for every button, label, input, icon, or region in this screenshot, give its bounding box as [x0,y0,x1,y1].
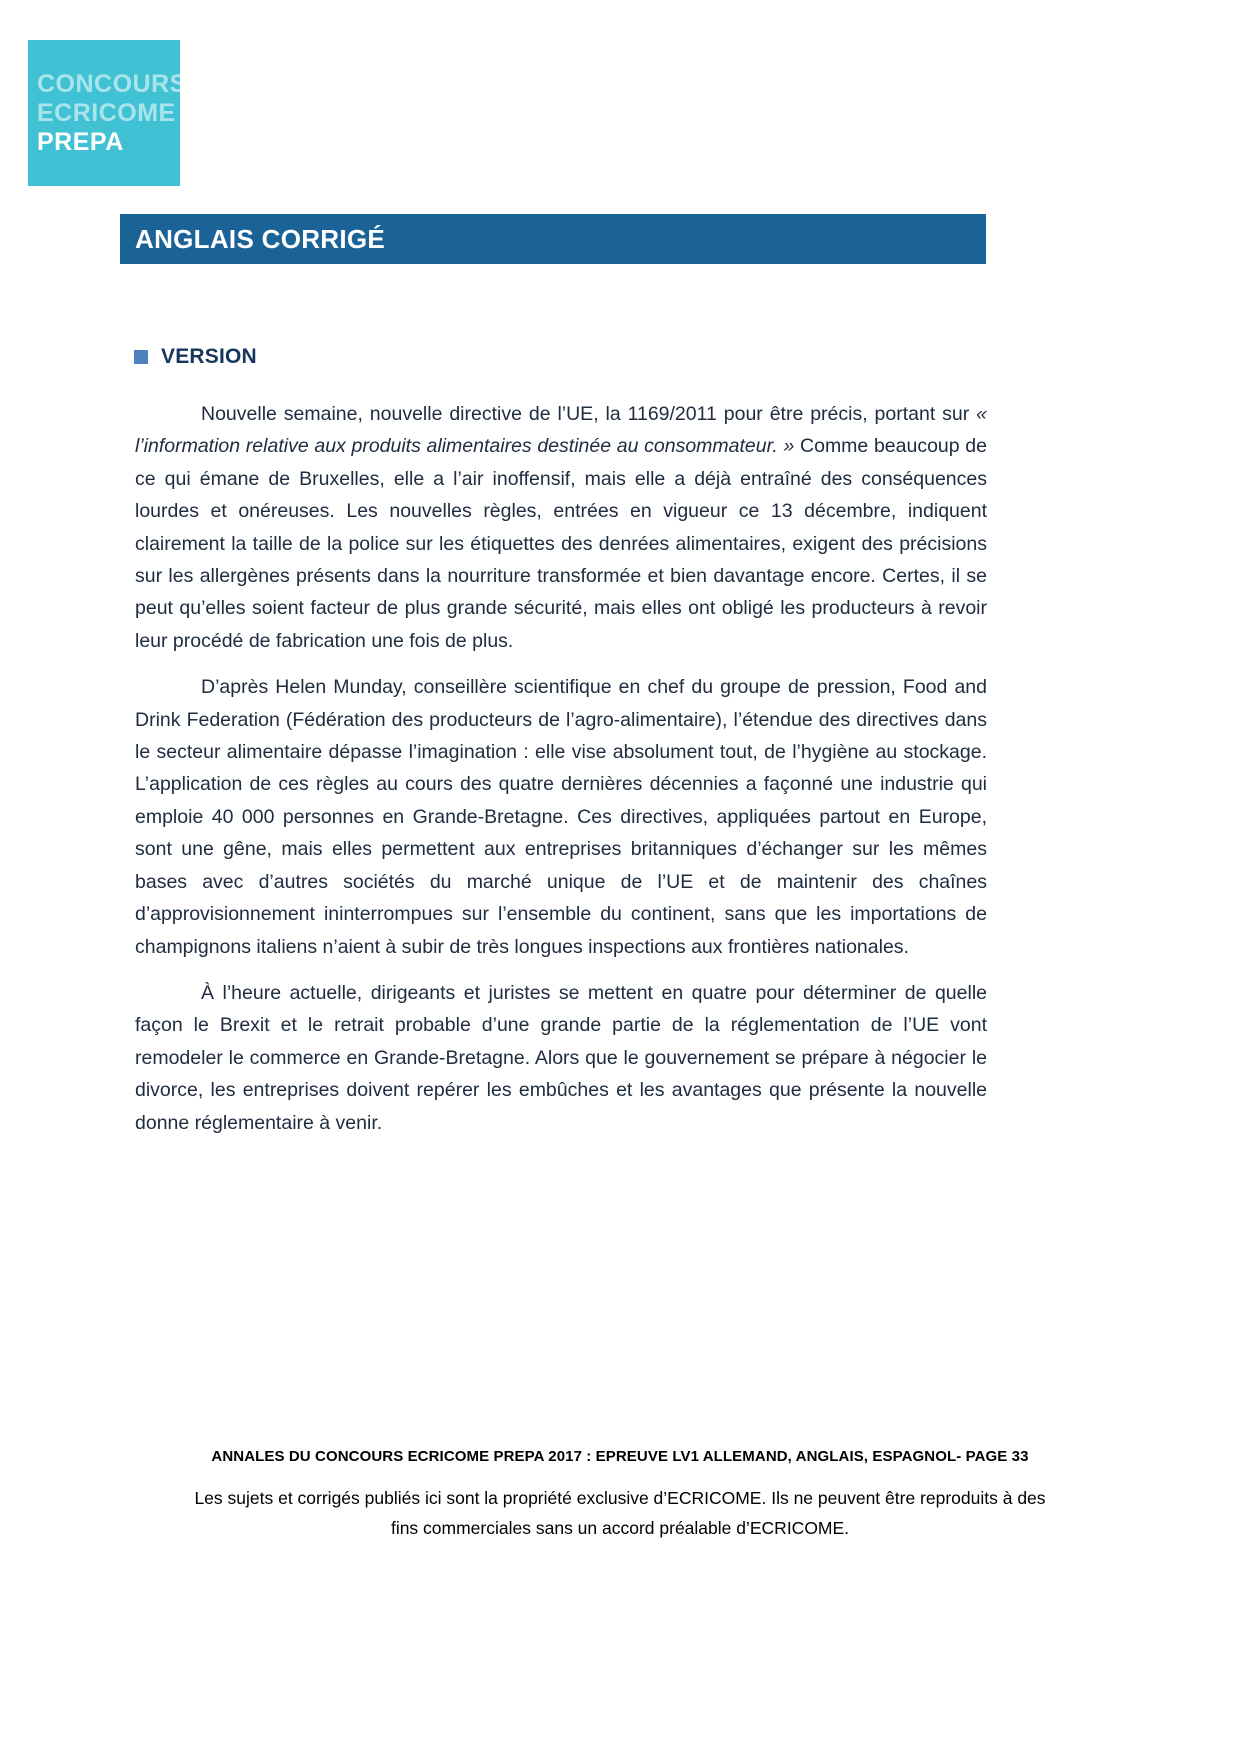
section-title: VERSION [161,345,257,368]
footer-annales-line: ANNALES DU CONCOURS ECRICOME PREPA 2017 : EPREUVE LV1 ALLEMAND, ANGLAIS, ESPAGNOL- PAGE 33 [211,1448,1029,1465]
paragraph-3: À l’heure actuelle, dirigeants et juristes se mettent en quatre pour déterminer de quelle façon le Brexit et le retrait probable d’une grande partie de la réglementation de l’UE vont remodeler le commerce en Grande-Bretagne. Alors que le gouvernement se prépare à négocier le divorce, les entreprises doivent repérer les embûches et les avantages que présente la nouvelle donne réglementaire à venir. [135,981,987,1134]
paragraph-1-lead: Nouvelle semaine, nouvelle directive de l’UE, la 1169/2011 pour être précis, portant sur [201,403,977,425]
footer-copyright-line1: Les sujets et corrigés publiés ici sont la propriété exclusive d’ECRICOME. Ils ne peuvent être reproduits à des [194,1488,1046,1508]
footer-copyright-line2: fins commerciales sans un accord préalable d’ECRICOME. [390,1518,850,1538]
paragraph-1 [135,398,987,657]
paragraph-2: D’après Helen Munday, conseillère scientifique en chef du groupe de pression, Food and Drink Federation (Fédération des producteurs de l’agro-alimentaire), l’étendue des directives dans le secteur alimentaire dépasse l’imagination : elle vise absolument tout, de l’hygiène au stockage. L’application de ces règles au cours des quatre dernières décennies a façonné une industrie qui emploie 40 000 personnes en Grande-Bretagne. Ces directives, appliquées partout en Europe, sont une gêne, mais elles permettent aux entreprises britanniques d’échanger sur les mêmes bases avec d’autres sociétés du marché unique de l’UE et de maintenir des chaînes d’approvisionnement ininterrompues sur l’ensemble du continent, sans que les importations de champignons italiens n’aient à subir de très longues inspections aux frontières nationales. [135,676,987,958]
ecricome-logo [28,40,187,186]
footer-copyright [0,1483,1240,1543]
section-header-bar [120,214,986,264]
logo-text-concours: CONCOURS [37,69,187,98]
logo-text-prepa: PREPA [37,127,124,156]
paragraph-1-rest: Comme beaucoup de ce qui émane de Bruxelles, elle a l’air inoffensif, mais elle a déjà entraîné des conséquences lourdes et onéreuses. Les nouvelles règles, entrées en vigueur ce 13 décembre, indiquent clairement la taille de la police sur les étiquettes des denrées alimentaires, exigent des précisions sur les allergènes présents dans la nourriture transformée et bien davantage encore. Certes, il se peut qu’elles soient facteur de plus grande sécurité, mais elles ont obligé les producteurs à revoir leur procédé de fabrication une fois de plus. [135,435,987,652]
logo-text-ecricome: ECRICOME [37,98,176,127]
square-bullet-icon [134,350,148,364]
version-heading [134,345,257,369]
version-body [135,398,987,1153]
page-title: ANGLAIS CORRIGÉ [135,223,386,254]
directive-quote: « l’information relative aux produits alimentaires destinée au consommateur. » [135,403,987,458]
